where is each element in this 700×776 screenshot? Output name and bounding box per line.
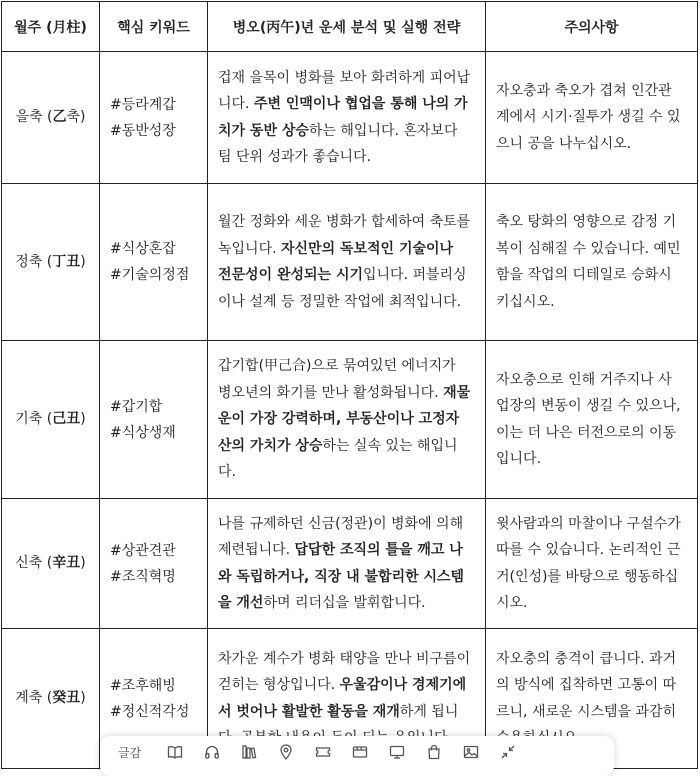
caution-cell: 윗사람과의 마찰이나 구설수가 따를 수 있습니다. 논리적인 근거(인성)를 바탕으로 행동하십시오. (486, 499, 698, 629)
headphones-icon[interactable] (204, 744, 220, 760)
monitor-icon[interactable] (389, 744, 405, 760)
keyword: #정신적각성 (110, 703, 190, 720)
keyword: #식상생재 (110, 424, 176, 441)
keyword: #상관견관 (110, 542, 176, 559)
table-header-row (2, 2, 698, 52)
pillar-hanja: 丁丑 (52, 253, 81, 270)
pillar-hanja: 辛丑 (52, 555, 81, 572)
analysis-highlight: 자신만의 독보적인 기술이나 전문성이 완성되는 시기 (218, 240, 454, 283)
keyword-cell (100, 499, 208, 629)
analysis-highlight: 답답한 조직의 틀을 깨고 나와 독립하거나, 직장 내 불합리한 시스템을 개선 (218, 542, 465, 611)
pillar-hanja: 癸丑 (52, 690, 81, 707)
pillar-label: 신축 ( (15, 555, 53, 572)
table-row (2, 499, 698, 629)
analysis-cell (208, 52, 486, 184)
pillar-cell (2, 499, 100, 629)
caution-cell: 자오충과 축오가 겹쳐 인간관계에서 시기·질투가 생길 수 있으니 공을 나누십시오. (486, 52, 698, 184)
pillar-label-end: 축) (66, 109, 86, 126)
analysis-text: 하는 실속 있는 해입니다. (218, 437, 458, 481)
header-keywords: 핵심 키워드 (100, 2, 208, 52)
floating-toolbar (100, 736, 614, 776)
analysis-text: 하며 리더십을 발휘합니다. (263, 595, 426, 611)
pillar-label: 기축 ( (15, 411, 53, 428)
collapse-icon[interactable] (500, 744, 516, 760)
pillar-label-end: ) (80, 690, 86, 707)
analysis-cell (208, 184, 486, 341)
film-icon[interactable] (352, 744, 368, 760)
pillar-label: 정축 ( (15, 253, 53, 270)
pillar-hanja: 乙 (52, 109, 67, 126)
analysis-highlight: 주변 인맥이나 협업을 통해 나의 가치가 동반 상승 (218, 96, 468, 139)
keyword: #조직혁명 (110, 568, 176, 585)
analysis-text: 차가운 계수가 병화 태양을 만나 비구름이 걷히는 형상입니다. (218, 650, 471, 693)
keyword-cell (100, 341, 208, 499)
ticket-icon[interactable] (315, 744, 331, 760)
keyword: #동반성장 (110, 122, 176, 139)
pillar-hanja: 己丑 (52, 411, 81, 428)
image-icon[interactable] (463, 744, 479, 760)
keyword-cell (100, 184, 208, 341)
pillar-label-end: ) (80, 411, 86, 428)
books-icon[interactable] (241, 744, 257, 760)
keyword: #등라계갑 (110, 96, 176, 113)
keyword: #식상혼잡 (110, 241, 176, 257)
table-row (2, 184, 698, 341)
keyword: #조후해빙 (110, 677, 176, 694)
pillar-label: 계축 ( (15, 690, 53, 707)
map-pin-icon[interactable] (278, 744, 294, 760)
table-row (2, 52, 698, 184)
pillar-label: 을축 ( (15, 109, 53, 126)
analysis-highlight: 우울감이나 경제기에서 벗어나 활발한 활동을 재개 (218, 677, 467, 720)
header-month-pillar: 월주 (月柱) (2, 2, 100, 52)
analysis-text: 겁재 을목이 병화를 보아 화려하게 피어납니다. (218, 69, 471, 112)
table-row (2, 341, 698, 499)
pillar-cell (2, 341, 100, 499)
analysis-cell (208, 499, 486, 629)
pillar-cell (2, 629, 100, 769)
analysis-text: 갑기합(甲己合)으로 묶여있던 에너지가 병오년의 화기를 만나 활성화됩니다. (218, 358, 456, 401)
shopping-bag-icon[interactable] (426, 744, 442, 760)
caution-cell: 자오충의 충격이 큽니다. 과거의 방식에 집착하면 고통이 따르니, 새로운 시스템을 과감히 (486, 629, 698, 769)
header-caution: 주의사항 (486, 2, 698, 52)
analysis-text: 월간 정화와 세운 병화가 합세하여 축토를 녹입니다. (218, 214, 471, 257)
analysis-text: 하게 됩니 (399, 703, 459, 720)
keyword-cell (100, 52, 208, 184)
toolbar-label[interactable]: 글감 (118, 745, 142, 760)
analysis-text: 나를 규제하던 신금(정관)이 병화에 의해 제련됩니다. (218, 515, 464, 558)
analysis-highlight: 재물운이 가장 강력하며, 부동산이나 고정자산의 가치가 상승 (218, 384, 471, 454)
analysis-text: 하는 해입니다. 혼자보다 팀 단위 성과가 좋습니다. (218, 122, 458, 165)
analysis-text: 입니다. 퍼블리싱이나 설계 등 정밀한 작업에 최적입니다. (218, 267, 467, 310)
pillar-cell (2, 52, 100, 184)
fortune-table (1, 1, 698, 769)
keyword: #갑기합 (110, 398, 163, 415)
pillar-cell (2, 184, 100, 341)
caution-cell: 축오 탕화의 영향으로 감정 기복이 심해질 수 있습니다. 예민함을 작업의 디테일로 승화시키십시오. (486, 184, 698, 341)
book-icon[interactable] (167, 744, 183, 760)
caution-cell: 자오충으로 인해 거주지나 사업장의 변동이 생길 수 있으나, 이는 더 나은 터전으로의 이동입니다. (486, 341, 698, 499)
header-analysis: 병오(丙午)년 운세 분석 및 실행 전략 (208, 2, 486, 52)
pillar-label-end: ) (80, 253, 86, 270)
pillar-label-end: ) (80, 555, 86, 572)
analysis-cell (208, 341, 486, 499)
keyword: #기술의정점 (110, 267, 190, 283)
